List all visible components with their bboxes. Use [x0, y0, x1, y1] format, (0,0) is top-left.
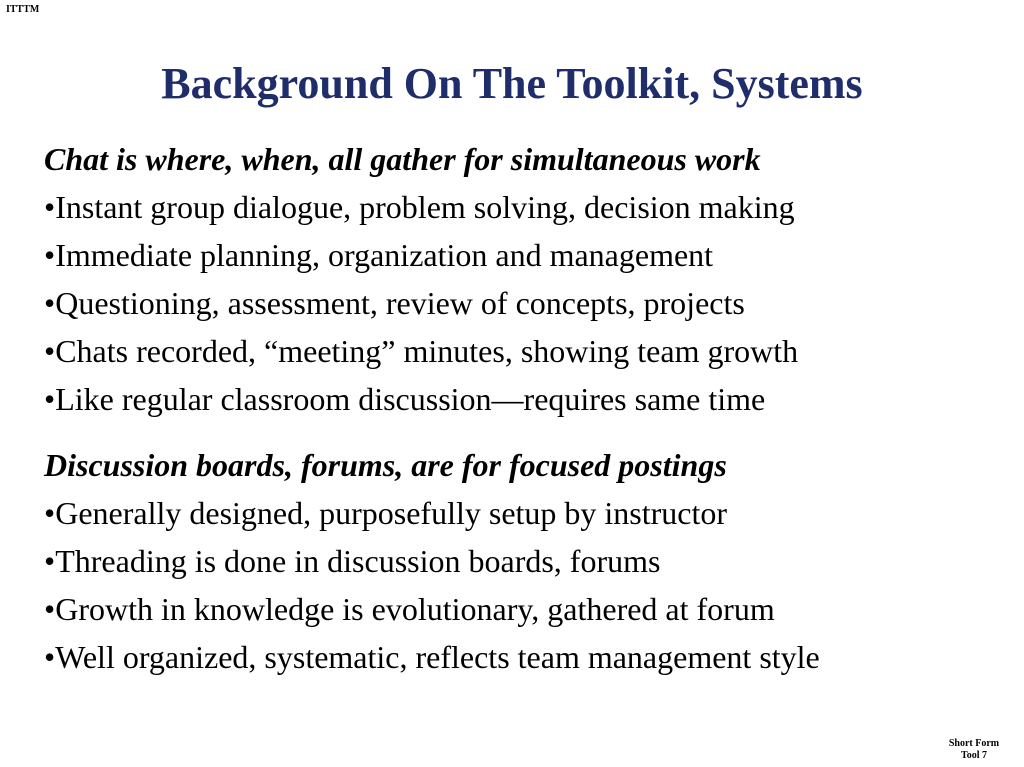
- discussion-boards-heading: Discussion boards, forums, are for focused postings: [44, 447, 727, 483]
- chat-bullet-item: •Chats recorded, “meeting” minutes, showing team growth: [44, 333, 799, 369]
- discussion-boards-bullet-list: [44, 489, 1019, 681]
- discussion-bullet-item: •Threading is done in discussion boards, forums: [44, 543, 661, 579]
- footer-line-2: Tool 7: [960, 750, 988, 761]
- footer-label: [934, 738, 1014, 762]
- chat-bullet-list: [44, 183, 1019, 423]
- chat-bullet-item: •Instant group dialogue, problem solving, decision making: [44, 189, 795, 225]
- discussion-boards-section: [44, 441, 1019, 681]
- chat-section-heading: Chat is where, when, all gather for simultaneous work: [44, 141, 761, 177]
- chat-bullet-item: •Immediate planning, organization and management: [44, 237, 714, 273]
- footer-line-1: Short Form: [948, 738, 1000, 749]
- chat-section: [44, 135, 1019, 423]
- corner-label: ITTTM: [6, 4, 40, 15]
- discussion-bullet-item: •Well organized, systematic, reflects team management style: [44, 639, 820, 675]
- discussion-bullet-item: •Growth in knowledge is evolutionary, gathered at forum: [44, 591, 775, 627]
- slide-title: Background On The Toolkit, Systems: [161, 59, 863, 108]
- discussion-bullet-item: •Generally designed, purposefully setup by instructor: [44, 495, 728, 531]
- chat-bullet-item: •Questioning, assessment, review of concepts, projects: [44, 285, 745, 321]
- chat-bullet-item: •Like regular classroom discussion—requires same time: [44, 381, 766, 417]
